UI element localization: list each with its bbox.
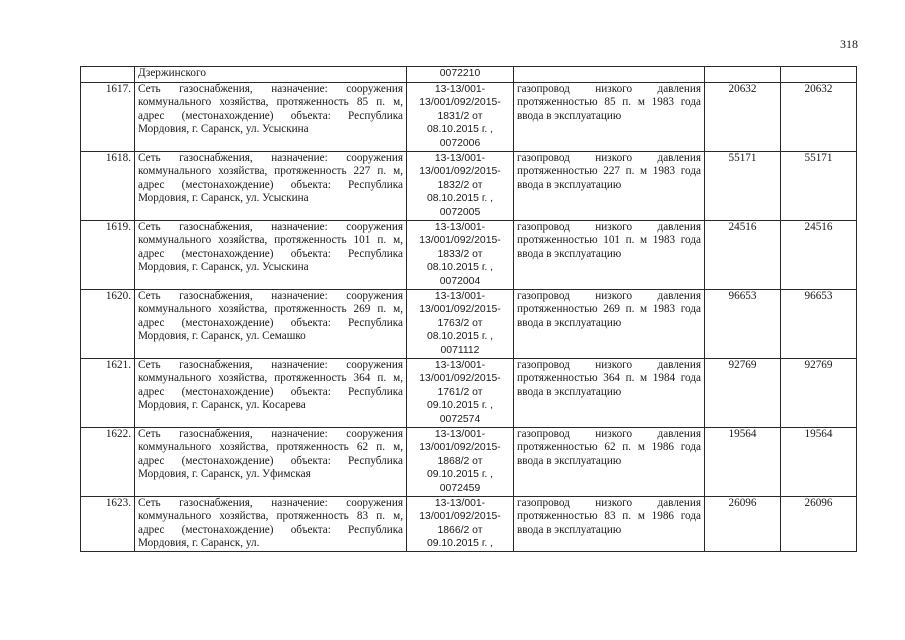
registration-line: 13/001/092/2015-: [419, 166, 501, 178]
registration-line: 13/001/092/2015-: [419, 235, 501, 247]
cell-note: газопровод низкого давления протяженностью 83 п. м 1986 года ввода в эксплуатацию: [514, 497, 705, 552]
registration-line: 1761/2 от: [437, 386, 483, 398]
registration-line: 13-13/001-: [434, 291, 486, 302]
registration-line: 13-13/001-: [434, 153, 486, 164]
cell-note: газопровод низкого давления протяженностью 269 п. м 1983 года ввода в эксплуатацию: [514, 290, 705, 359]
cell-value-2: 96653: [781, 290, 857, 359]
cell-registration: 0072210: [407, 67, 514, 83]
cell-registration: [407, 221, 514, 290]
cell-value-1: 92769: [705, 359, 781, 428]
cell-value-1: 55171: [705, 152, 781, 221]
cell-value-2: 26096: [781, 497, 857, 552]
cell-number: 1620.: [81, 290, 135, 359]
registration-line: 13-13/001-: [434, 360, 486, 371]
cell-number: 1623.: [81, 497, 135, 552]
registration-line: 08.10.2015 г. ,: [426, 124, 494, 136]
registration-line: 08.10.2015 г. ,: [426, 262, 494, 274]
cell-value-2: [781, 67, 857, 83]
registration-line: 1831/2 от: [437, 110, 483, 122]
cell-number: 1621.: [81, 359, 135, 428]
table-row: [81, 497, 857, 552]
cell-value-2: 19564: [781, 428, 857, 497]
cell-description: Сеть газоснабжения, назначение: сооружения коммунального хозяйства, протяженность 85 п. м, адрес (местонахождение) объекта: Республика Мордовия, г. Саранск, ул. Усыскина: [135, 83, 407, 152]
table-row-continued: [81, 67, 857, 83]
registration-line: 13/001/092/2015-: [419, 97, 501, 109]
registration-line: 08.10.2015 г. ,: [426, 331, 494, 343]
registration-line: 1868/2 от: [437, 455, 483, 467]
registry-table: [80, 66, 857, 552]
table-row: [81, 152, 857, 221]
cell-note: газопровод низкого давления протяженностью 364 п. м 1984 года ввода в эксплуатацию: [514, 359, 705, 428]
cell-value-1: 26096: [705, 497, 781, 552]
registration-line: 13/001/092/2015-: [419, 304, 501, 316]
table-row: [81, 221, 857, 290]
cell-value-2: 55171: [781, 152, 857, 221]
registration-line: 1763/2 от: [437, 317, 483, 329]
cell-number: [81, 67, 135, 83]
registration-line: 0072006: [439, 137, 481, 149]
cell-description: Сеть газоснабжения, назначение: сооружения коммунального хозяйства, протяженность 227 п. м, адрес (местонахождение) объекта: Республика Мордовия, г. Саранск, ул. Усыскина: [135, 152, 407, 221]
registration-line: 09.10.2015 г. ,: [426, 400, 494, 412]
registration-line: 0072004: [439, 275, 481, 287]
registration-line: 08.10.2015 г. ,: [426, 193, 494, 205]
registration-line: 1833/2 от: [437, 248, 483, 260]
cell-note: газопровод низкого давления протяженностью 85 п. м 1983 года ввода в эксплуатацию: [514, 83, 705, 152]
cell-registration: [407, 428, 514, 497]
cell-description: Дзержинского: [135, 67, 407, 83]
cell-description: Сеть газоснабжения, назначение: сооружения коммунального хозяйства, протяженность 364 п. м, адрес (местонахождение) объекта: Республика Мордовия, г. Саранск, ул. Косарева: [135, 359, 407, 428]
cell-number: 1618.: [81, 152, 135, 221]
registration-line: 0072459: [439, 482, 481, 494]
registration-line: 13-13/001-: [434, 429, 486, 440]
cell-note: газопровод низкого давления протяженностью 101 п. м 1983 года ввода в эксплуатацию: [514, 221, 705, 290]
cell-value-2: 92769: [781, 359, 857, 428]
registration-line: 0072005: [439, 206, 481, 218]
cell-value-1: 20632: [705, 83, 781, 152]
page-number: 318: [840, 37, 858, 51]
cell-note: газопровод низкого давления протяженностью 227 п. м 1983 года ввода в эксплуатацию: [514, 152, 705, 221]
cell-description: Сеть газоснабжения, назначение: сооружения коммунального хозяйства, протяженность 62 п. м, адрес (местонахождение) объекта: Республика Мордовия, г. Саранск, ул. Уфимская: [135, 428, 407, 497]
cell-registration: [407, 83, 514, 152]
registration-line: 13-13/001-: [434, 498, 486, 509]
cell-note: газопровод низкого давления протяженностью 62 п. м 1986 года ввода в эксплуатацию: [514, 428, 705, 497]
cell-value-1: [705, 67, 781, 83]
registration-line: 13-13/001-: [434, 222, 486, 233]
table-row: [81, 359, 857, 428]
cell-number: 1619.: [81, 221, 135, 290]
cell-value-2: 20632: [781, 83, 857, 152]
registration-line: 0072574: [439, 413, 481, 425]
table-row: [81, 83, 857, 152]
cell-registration: [407, 497, 514, 552]
cell-description: Сеть газоснабжения, назначение: сооружения коммунального хозяйства, протяженность 101 п. м, адрес (местонахождение) объекта: Республика Мордовия, г. Саранск, ул. Усыскина: [135, 221, 407, 290]
cell-value-1: 96653: [705, 290, 781, 359]
table-row: [81, 428, 857, 497]
cell-description: Сеть газоснабжения, назначение: сооружения коммунального хозяйства, протяженность 269 п. м, адрес (местонахождение) объекта: Республика Мордовия, г. Саранск, ул. Семашко: [135, 290, 407, 359]
registration-line: 13-13/001-: [434, 84, 486, 95]
registration-line: 09.10.2015 г. ,: [426, 538, 494, 550]
registration-line: 0071112: [440, 344, 480, 356]
cell-note: [514, 67, 705, 83]
registration-line: 13/001/092/2015-: [419, 373, 501, 385]
cell-registration: [407, 152, 514, 221]
cell-value-2: 24516: [781, 221, 857, 290]
cell-description: Сеть газоснабжения, назначение: сооружения коммунального хозяйства, протяженность 83 п. м, адрес (местонахождение) объекта: Республика Мордовия, г. Саранск, ул.: [135, 497, 407, 552]
table-row: [81, 290, 857, 359]
cell-registration: [407, 359, 514, 428]
registration-line: 13/001/092/2015-: [419, 511, 501, 523]
cell-number: 1617.: [81, 83, 135, 152]
cell-number: 1622.: [81, 428, 135, 497]
cell-value-1: 24516: [705, 221, 781, 290]
registration-line: 09.10.2015 г. ,: [426, 469, 494, 481]
registration-line: 1866/2 от: [437, 524, 483, 536]
registration-line: 1832/2 от: [437, 179, 483, 191]
registration-line: 13/001/092/2015-: [419, 442, 501, 454]
cell-value-1: 19564: [705, 428, 781, 497]
cell-registration: [407, 290, 514, 359]
